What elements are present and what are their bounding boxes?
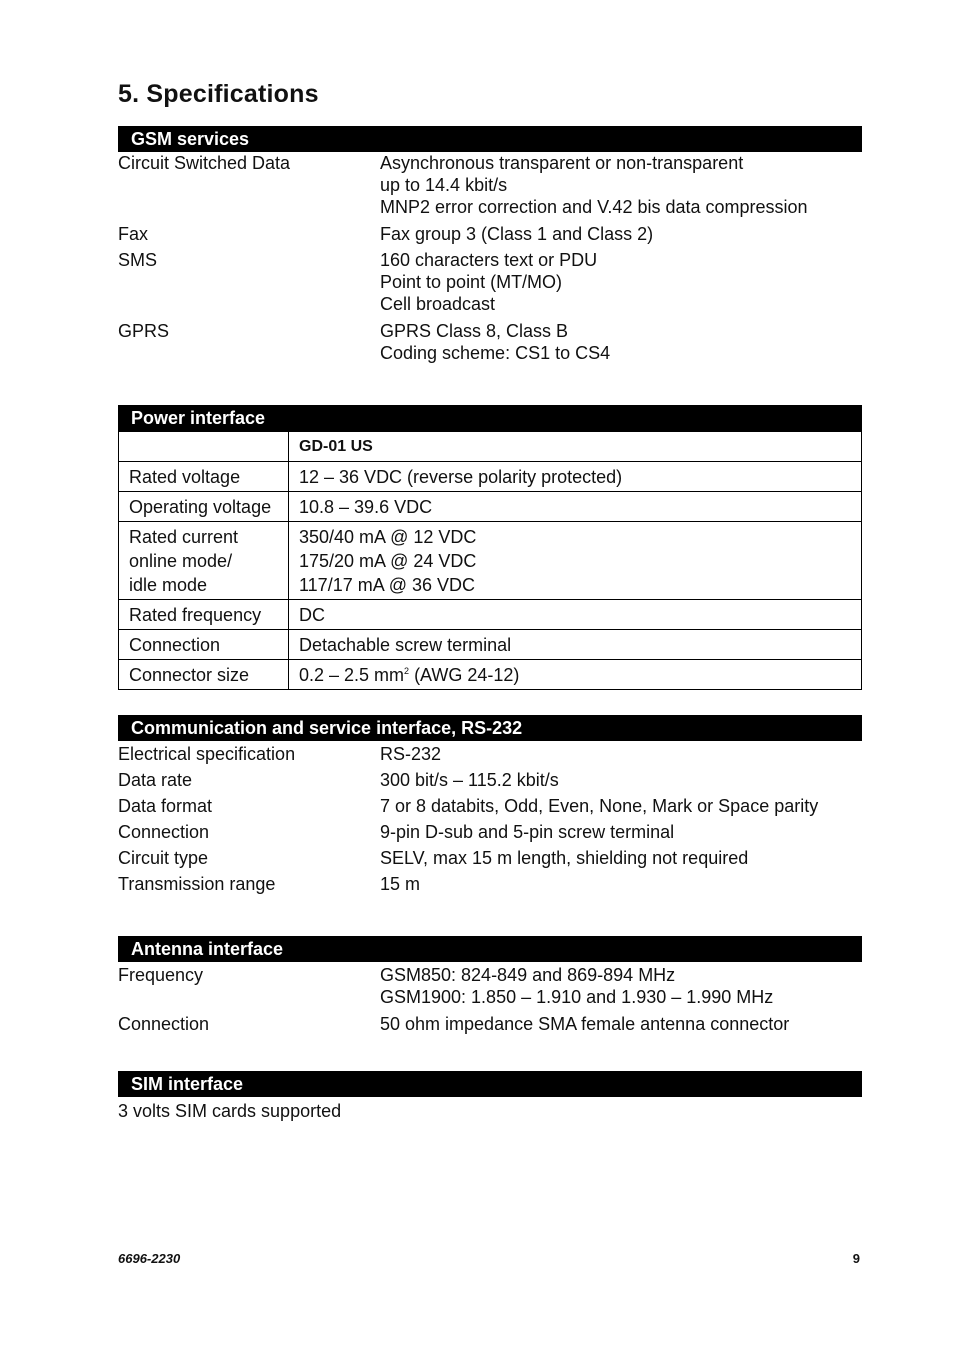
table-value-line: 350/40 mA @ 12 VDC xyxy=(299,527,477,547)
connector-size-value: 0.2 – 2.5 mm xyxy=(299,665,405,685)
spec-value: Point to point (MT/MO) xyxy=(380,272,563,292)
spec-row-transmission-range xyxy=(118,873,862,895)
spec-key: Transmission range xyxy=(118,874,276,894)
table-key-line: idle mode xyxy=(129,575,208,595)
table-key: Operating voltage xyxy=(119,492,289,522)
spec-key: Frequency xyxy=(118,965,204,985)
spec-row-frequency xyxy=(118,964,862,1008)
table-value xyxy=(289,522,862,600)
spec-key: GPRS xyxy=(118,321,170,341)
spec-row-data-format xyxy=(118,795,862,817)
spec-value: 300 bit/s – 115.2 kbit/s xyxy=(380,770,559,790)
spec-row-data-rate xyxy=(118,769,862,791)
table-row xyxy=(119,630,862,660)
spec-row-electrical-specification xyxy=(118,743,862,765)
spec-value: 9-pin D-sub and 5-pin screw terminal xyxy=(380,822,675,842)
power-table xyxy=(118,431,862,690)
connector-size-awg: (AWG 24-12) xyxy=(409,665,520,685)
table-value: 10.8 – 39.6 VDC xyxy=(289,492,862,522)
table-value-line: 175/20 mA @ 24 VDC xyxy=(299,551,477,571)
model-header: GD-01 US xyxy=(289,432,862,462)
spec-key: Fax xyxy=(118,224,149,244)
spec-value: 7 or 8 databits, Odd, Even, None, Mark or Space parity xyxy=(380,796,819,816)
spec-key: SMS xyxy=(118,250,158,270)
table-value-line: 117/17 mA @ 36 VDC xyxy=(299,575,476,595)
spec-key: Circuit Switched Data xyxy=(118,153,291,173)
page-title: 5. Specifications xyxy=(118,80,319,108)
spec-value: GSM850: 824-849 and 869-894 MHz xyxy=(380,965,676,985)
table-value: 12 – 36 VDC (reverse polarity protected) xyxy=(289,462,862,492)
spec-value: up to 14.4 kbit/s xyxy=(380,175,508,195)
sim-interface-header: SIM interface xyxy=(118,1071,862,1097)
table-key: Connector size xyxy=(119,660,289,690)
gsm-services-header: GSM services xyxy=(118,126,862,152)
sim-text xyxy=(118,1100,862,1122)
spec-key: Electrical specification xyxy=(118,744,296,764)
antenna-interface-header: Antenna interface xyxy=(118,936,862,962)
table-row xyxy=(119,660,862,690)
table-value: DC xyxy=(289,600,862,630)
table-key: Rated voltage xyxy=(119,462,289,492)
table-key-line: online mode/ xyxy=(129,551,233,571)
table-row xyxy=(119,522,862,600)
table-row xyxy=(119,462,862,492)
table-value xyxy=(289,660,862,690)
table-key: Connection xyxy=(119,630,289,660)
table-key xyxy=(119,522,289,600)
spec-value: RS-232 xyxy=(380,744,442,764)
spec-value: 50 ohm impedance SMA female antenna connector xyxy=(380,1014,790,1034)
table-row xyxy=(119,432,862,462)
power-interface-section xyxy=(118,405,862,690)
page-number: 9 xyxy=(852,1251,860,1266)
rs232-section xyxy=(118,715,862,895)
table-key-line: Rated current xyxy=(129,527,239,547)
spec-value: 3 volts SIM cards supported xyxy=(118,1101,342,1121)
spec-row-sms xyxy=(118,249,862,315)
table-row xyxy=(119,600,862,630)
spec-row-circuit-switched-data xyxy=(118,152,862,218)
spec-value: Fax group 3 (Class 1 and Class 2) xyxy=(380,224,654,244)
table-cell-empty xyxy=(119,432,289,462)
spec-key: Connection xyxy=(118,822,210,842)
sim-interface-section xyxy=(118,1071,862,1122)
document-number: 6696-2230 xyxy=(118,1251,181,1266)
spec-key: Connection xyxy=(118,1014,210,1034)
spec-value: Cell broadcast xyxy=(380,294,496,314)
table-row xyxy=(119,492,862,522)
spec-row-antenna-connection xyxy=(118,1013,862,1035)
spec-key: Data rate xyxy=(118,770,193,790)
spec-value: GSM1900: 1.850 – 1.910 and 1.930 – 1.990 MHz xyxy=(380,987,774,1007)
spec-value: 15 m xyxy=(380,874,421,894)
spec-value: GPRS Class 8, Class B xyxy=(380,321,569,341)
spec-row-connection xyxy=(118,821,862,843)
spec-value: Coding scheme: CS1 to CS4 xyxy=(380,343,611,363)
table-value: Detachable screw terminal xyxy=(289,630,862,660)
power-interface-header: Power interface xyxy=(118,405,862,431)
gsm-services-section xyxy=(118,126,862,364)
spec-value: Asynchronous transparent or non-transparent xyxy=(380,153,744,173)
spec-row-circuit-type xyxy=(118,847,862,869)
rs232-header: Communication and service interface, RS-232 xyxy=(118,715,862,741)
spec-row-fax xyxy=(118,223,862,245)
superscript: 2 xyxy=(404,666,410,676)
antenna-interface-section xyxy=(118,936,862,1035)
spec-value: MNP2 error correction and V.42 bis data compression xyxy=(380,197,808,217)
spec-row-gprs xyxy=(118,320,862,364)
spec-value: 160 characters text or PDU xyxy=(380,250,598,270)
spec-key: Data format xyxy=(118,796,213,816)
table-key: Rated frequency xyxy=(119,600,289,630)
spec-value: SELV, max 15 m length, shielding not required xyxy=(380,848,749,868)
spec-key: Circuit type xyxy=(118,848,209,868)
